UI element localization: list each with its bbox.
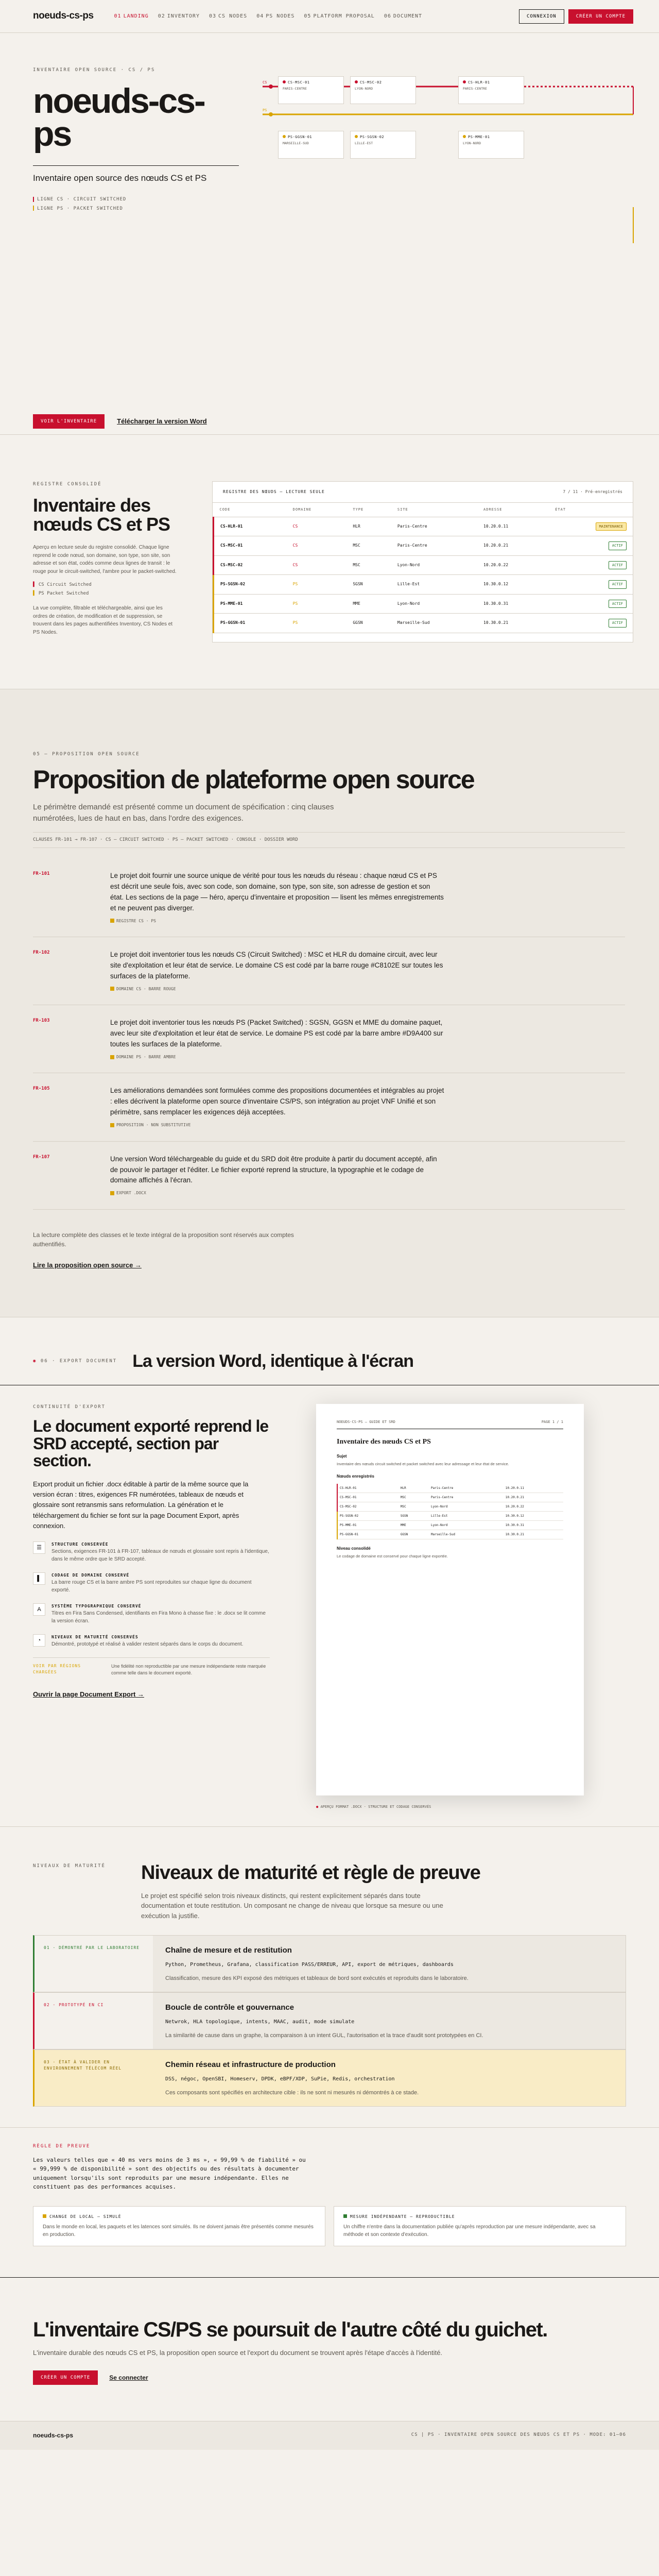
rule-eyebrow: RÈGLE DE PREUVE — [33, 2144, 91, 2149]
maturity-level — [33, 1935, 626, 1992]
status-badge: ACTIF — [609, 619, 627, 628]
map-node-code — [283, 134, 339, 140]
word-heading: Le document exporté reprend le SRD accepté, section par section. — [33, 1417, 269, 1470]
requirement-tag — [110, 1122, 445, 1128]
map-node-site: PARIS-CENTRE — [283, 86, 307, 91]
feature-title: SYSTÈME TYPOGRAPHIQUE CONSERVÉ — [51, 1603, 142, 1608]
cell-address: 10.20.0.22 — [477, 555, 549, 575]
cell-type: GGSN — [346, 614, 391, 633]
registry-desc: Aperçu en lecture seule du registre consolidé. Chaque ligne reprend le code nœud, son domaine, son type, son site, son adresse et son état, codés comme deux lignes de transit : le rouge pour le circuit-switched, l'ambre pour le packet-switched. — [33, 545, 177, 574]
map-node-code-text: CS-MSC-02 — [360, 80, 382, 84]
cell-domain: CS — [287, 517, 347, 536]
feature-desc: La barre rouge CS et la barre ambre PS sont reproduites sur chaque ligne du document exporté. — [51, 1579, 252, 1593]
status-badge: ACTIF — [609, 600, 627, 608]
doc-mini-table — [337, 1484, 563, 1539]
top-nav — [0, 0, 659, 33]
table-row[interactable] — [214, 536, 633, 556]
map-node-code-text: CS-HLR-01 — [468, 80, 490, 84]
requirement-clause — [33, 1073, 625, 1141]
map-node-site: LYON-NORD — [463, 141, 481, 145]
doc-cell-site: Paris-Centre — [429, 1484, 504, 1493]
doc-cell-type: HLR — [398, 1484, 429, 1493]
export-feature — [33, 1541, 270, 1563]
final-paragraph: L'inventaire durable des nœuds CS et PS, la proposition open source et l'export du document se trouvent après l'étape d'accès à l'identité. — [33, 2349, 443, 2357]
hero-eyebrow: INVENTAIRE OPEN SOURCE · CS / PS — [33, 67, 155, 73]
cell-state — [549, 594, 633, 614]
cell-site: Marseille-Sud — [391, 614, 477, 633]
proposition-section — [0, 689, 659, 1317]
requirement-tag — [110, 986, 445, 992]
maturity-level — [33, 2049, 626, 2107]
key-cs: ▌ CS Circuit Switched — [33, 582, 92, 588]
cell-type: MSC — [346, 536, 391, 556]
cell-state — [549, 575, 633, 595]
cell-type: MSC — [346, 555, 391, 575]
map-node-site: LYON-NORD — [355, 86, 373, 91]
requirement-tag-label: DOMAINE PS · BARRE AMBRE — [116, 1055, 176, 1060]
cell-code: PS-SGSN-02 — [214, 575, 287, 595]
doc-cell-site: Lyon-Nord — [429, 1502, 504, 1511]
doc-cell-site: Lille-Est — [429, 1511, 504, 1520]
mat-title: Niveaux de maturité et règle de preuve — [141, 1861, 480, 1884]
prop-ref: CLAUSES FR-101 → FR-107 · CS — CIRCUIT SWITCHED · PS — PACKET SWITCHED · CONSOLE · DOSSIER WORD — [33, 832, 625, 849]
requirement-id: FR-102 — [33, 950, 50, 956]
cell-site: Paris-Centre — [391, 536, 477, 556]
doc-sec-text: Inventaire des nœuds circuit switched et packet switched avec leur adressage et leur état de service. — [337, 1462, 509, 1467]
nav-link-label: INVENTORY — [167, 13, 200, 19]
cell-domain: CS — [287, 536, 347, 556]
feature-title: NIVEAUX DE MATURITÉ CONSERVÉS — [51, 1634, 138, 1639]
requirement-clause — [33, 937, 625, 1005]
doc-sec-nodes: Nœuds enregistrés — [337, 1473, 374, 1479]
export-feature — [33, 1572, 270, 1594]
cell-site: Lyon-Nord — [391, 555, 477, 575]
column-header: SITE — [391, 503, 477, 517]
doc-cell-type: MME — [398, 1520, 429, 1530]
cell-address: 10.30.0.12 — [477, 575, 549, 595]
cell-code: CS-MSC-01 — [214, 536, 287, 556]
footer-meta: CS | PS · INVENTAIRE OPEN SOURCE DES NŒUDS CS ET PS · MODE: 01–06 — [411, 2432, 626, 2438]
nav-link-label: DOCUMENT — [393, 13, 423, 19]
doc-cell-code: PS-SGSN-02 — [337, 1511, 398, 1520]
maturity-level — [33, 1992, 626, 2049]
prop-title: Proposition de plateforme open source — [33, 765, 474, 794]
cell-address: 10.30.0.31 — [477, 594, 549, 614]
registry-eyebrow: REGISTRE CONSOLIDÉ — [33, 482, 102, 487]
card-independent: MESURE INDÉPENDANTE — REPRODUCTIBLE Un chiffre n'entre dans la documentation publiée qu'après reproduction par une mesure indépendante, avec sa méthode et son contexte d'exécution. — [334, 2206, 626, 2246]
nav-link-label: LANDING — [123, 13, 149, 19]
export-feature — [33, 1634, 270, 1648]
requirement-tag — [110, 1054, 445, 1060]
map-node-site: MARSEILLE-SUD — [283, 141, 309, 145]
map-node-code — [355, 80, 411, 86]
map-node[interactable] — [278, 131, 344, 159]
map-node[interactable] — [350, 131, 416, 159]
final-title: L'inventaire CS/PS se poursuit de l'autre côté du guichet. — [33, 2318, 547, 2342]
nav-link-document[interactable] — [384, 12, 422, 20]
requirement-body — [110, 1154, 445, 1197]
requirement-clause — [33, 1142, 625, 1210]
level-desc: Ces composants sont spécifiés en architecture cible : ils ne sont ni mesurés ni démontrés à ce stade. — [165, 2089, 419, 2096]
word-eyebrow: ◉ 06 · EXPORT DOCUMENT — [33, 1358, 117, 1364]
table-row[interactable] — [214, 517, 633, 536]
typography-icon: A — [33, 1603, 45, 1616]
column-header: ADRESSE — [477, 503, 549, 517]
export-feature — [33, 1603, 270, 1625]
doc-table-row — [337, 1520, 563, 1530]
nav-link-label: CS NODES — [218, 13, 248, 19]
nav-link-label: PS NODES — [266, 13, 295, 19]
level-components: DSS, négoc, OpenSBI, Homeserv, DPDK, eBPF/XDP, SuPie, Redis, orchestration — [165, 2076, 395, 2082]
mat-eyebrow: NIVEAUX DE MATURITÉ — [33, 1863, 106, 1869]
feature-title: CODAGE DE DOMAINE CONSERVÉ — [51, 1572, 130, 1578]
map-node-code-text: PS-SGSN-02 — [360, 135, 385, 139]
nav-links — [114, 12, 519, 20]
feature-desc: Démontré, prototypé et réalisé à valider restent séparés dans le corps du document. — [51, 1641, 244, 1647]
hero-subtitle: Inventaire open source des nœuds CS et PS — [33, 165, 239, 184]
requirement-body — [110, 1018, 445, 1060]
cell-domain: PS — [287, 594, 347, 614]
doc-cell-code: CS-HLR-01 — [337, 1484, 398, 1493]
level-components: Netwrok, HLA topologique, intents, MAAC, audit, mode simulate — [165, 2019, 355, 2025]
line-legend — [33, 196, 239, 212]
table-count: 7 / 11 · Pré-enregistrés — [563, 489, 622, 494]
doc-title: Inventaire des nœuds CS et PS — [337, 1438, 431, 1446]
doc-cell-code: CS-MSC-01 — [337, 1493, 398, 1502]
doc-cell-type: SGSN — [398, 1511, 429, 1520]
doc-cell-site: Marseille-Sud — [429, 1530, 504, 1539]
requirement-tag — [110, 918, 445, 924]
requirement-clause — [33, 858, 625, 937]
cell-domain: PS — [287, 614, 347, 633]
maturity-section — [0, 1827, 659, 2128]
svg-text:PS: PS — [263, 108, 267, 112]
requirement-tag-label: EXPORT .DOCX — [116, 1191, 146, 1196]
level-components: Python, Prometheus, Grafana, classification PASS/ERREUR, API, export de métriques, dashboards — [165, 1961, 454, 1968]
doc-cell-address: 10.30.0.12 — [504, 1511, 563, 1520]
transit-lines — [263, 78, 644, 295]
prop-foot: La lecture complète des classes et le texte intégral de la proposition sont réservés aux comptes authentifiés. — [33, 1231, 294, 1248]
registry-table — [213, 503, 633, 633]
cell-state — [549, 614, 633, 633]
structure-icon: ☰ — [33, 1541, 45, 1554]
nav-link-number: 05 — [304, 13, 311, 19]
doc-cell-address: 10.20.0.21 — [504, 1493, 563, 1502]
requirement-text: Le projet doit inventorier tous les nœuds PS (Packet Switched) : SGSN, GGSN et MME du domaine paquet, avec leur site d'exploitation et leur état de service. Le domaine PS est codé par la barre ambre #D9A400 sur toutes les surfaces de la plateforme. — [110, 1019, 443, 1048]
level-label: 02 · PROTOTYPÉ EN CI — [44, 2003, 104, 2008]
download-word-link[interactable]: Télécharger la version Word — [117, 417, 207, 426]
doc-page: PAGE 1 / 1 — [541, 1419, 563, 1424]
table-row[interactable] — [214, 555, 633, 575]
cell-code: CS-HLR-01 — [214, 517, 287, 536]
requirement-body — [110, 871, 445, 924]
map-node[interactable] — [278, 76, 344, 104]
map-node-code — [463, 80, 519, 86]
doc-table-row — [337, 1511, 563, 1520]
svg-text:CS: CS — [263, 80, 267, 84]
hero-section — [0, 33, 659, 435]
proof-rule-section — [0, 2143, 659, 2277]
doc-sec-subject: Sujet — [337, 1454, 347, 1459]
map-node-code — [463, 134, 519, 140]
doc-sec-level-text: Le codage de domaine est conservé pour chaque ligne exportée. — [337, 1553, 448, 1558]
requirement-body — [110, 1086, 445, 1128]
cell-domain: PS — [287, 575, 347, 595]
map-node-code-text: CS-MSC-01 — [288, 80, 310, 84]
cell-state — [549, 517, 633, 536]
nav-link-label: PLATFORM PROPOSAL — [313, 13, 375, 19]
registry-section — [0, 435, 659, 689]
word-sub-eyebrow: CONTINUITÉ D'EXPORT — [33, 1404, 106, 1410]
legend-ps: LIGNE PS · PACKET SWITCHED — [33, 206, 239, 213]
map-node[interactable] — [458, 131, 524, 159]
map-node-code — [283, 80, 339, 86]
nav-link-cs-nodes[interactable] — [209, 12, 247, 20]
map-node-site: PARIS-CENTRE — [463, 86, 487, 91]
cell-address: 10.20.0.11 — [477, 517, 549, 536]
doc-sec-level: Niveau consolidé — [337, 1546, 371, 1551]
map-node-code-text: PS-MME-01 — [468, 135, 490, 139]
cell-type: MME — [346, 594, 391, 614]
feature-desc: Sections, exigences FR-101 à FR-107, tableaux de nœuds et glossaire sont repris à l'identique, dans le même ordre que le SRD accepté. — [51, 1548, 269, 1562]
doc-table-row — [337, 1502, 563, 1511]
level-desc: Classification, mesure des KPI exposé des métriques et tableaux de bord sont exécutés et reproduits dans le laboratoire. — [165, 1975, 469, 1981]
legend-cs: LIGNE CS · CIRCUIT SWITCHED — [33, 196, 239, 204]
doc-cell-address: 10.30.0.21 — [504, 1530, 563, 1539]
column-header: TYPE — [346, 503, 391, 517]
word-paragraph: Export produit un fichier .docx éditable à partir de la même source que la version écran : titres, exigences FR numérotées, tableaux de nœuds et glossaire sont retransmis sans reformulation. La génération et le téléchargement du fichier se font sur la page Document Export, après connexion. — [33, 1480, 249, 1530]
doc-cell-site: Paris-Centre — [429, 1493, 504, 1502]
column-header: DOMAINE — [287, 503, 347, 517]
cell-code: PS-GGSN-01 — [214, 614, 287, 633]
doc-table-row — [337, 1484, 563, 1493]
final-cta-section — [0, 2277, 659, 2421]
status-badge: ACTIF — [609, 580, 627, 589]
doc-cell-address: 10.30.0.31 — [504, 1520, 563, 1530]
level-label: 03 · ÉTAT À VALIDER EN ENVIRONNEMENT TÉLÉCOM RÉEL — [34, 2050, 153, 2106]
cell-site: Paris-Centre — [391, 517, 477, 536]
table-title: REGISTRE DES NŒUDS — LECTURE SEULE — [223, 489, 325, 494]
feature-desc: Titres en Fira Sans Condensed, identifiants en Fira Mono à chasse fixe : le .docx se lit comme la version écran. — [51, 1610, 266, 1624]
doc-cell-site: Lyon-Nord — [429, 1520, 504, 1530]
requirement-tag-label: REGISTRE CS · PS — [116, 918, 157, 923]
cell-address: 10.30.0.21 — [477, 614, 549, 633]
rule-paragraph: Les valeurs telles que « 40 ms vers moins de 3 ms », « 99,99 % de fiabilité » ou « 99,999 % de disponibilité » sont des objectifs ou des résultats à documenter uniquement lorsqu'ils sont reproduits par une mesure indépendante. Elles ne constituent pas des performances acquises. — [33, 2156, 306, 2191]
cell-site: Lyon-Nord — [391, 594, 477, 614]
doc-footnote: ● APERÇU FORMAT .DOCX · STRUCTURE ET CODAGE CONSERVÉS — [316, 1805, 431, 1809]
doc-cell-type: GGSN — [398, 1530, 429, 1539]
level-heading: Chaîne de mesure et de restitution — [165, 1946, 292, 1955]
level-heading: Boucle de contrôle et gouvernance — [165, 2003, 294, 2012]
status-badge: ACTIF — [609, 541, 627, 550]
word-note: VOIR PAR RÉGIONS CHARGÉES Une fidèlité non reproductible par une mesure indépendante reste marquée comme telle dans le document exporté. — [33, 1657, 270, 1677]
doc-table-row — [337, 1493, 563, 1502]
requirement-id: FR-107 — [33, 1154, 50, 1160]
doc-cell-code: PS-GGSN-01 — [337, 1530, 398, 1539]
doc-table-row — [337, 1530, 563, 1539]
nav-link-number: 03 — [209, 13, 217, 19]
requirement-id: FR-105 — [33, 1086, 50, 1092]
hero-title: noeuds-cs-ps — [33, 81, 204, 154]
nav-link-landing[interactable] — [114, 12, 149, 20]
registry-note: La vue complète, filtrable et téléchargeable, ainsi que les ordres de création, de modification et de suppression, se trouvent dans les pages authentifiées Inventory, CS Nodes et PS Nodes. — [33, 605, 173, 635]
cell-address: 10.20.0.21 — [477, 536, 549, 556]
map-node-code — [355, 134, 411, 140]
requirement-tag-label: PROPOSITION · NON SUBSTITUTIVE — [116, 1123, 191, 1128]
level-label: 01 · DÉMONTRÉ PAR LE LABORATOIRE — [44, 1945, 140, 1951]
requirement-text: Le projet doit fournir une source unique de vérité pour tous les nœuds du réseau : chaque nœud CS et PS est décrit une seule fois, avec son code, son domaine, son type, son site, son adresse de gestion et son état. Les sections de la page — héro, aperçu d'inventaire et proposition — lisent les mêmes enregistrements et ne peuvent pas diverger. — [110, 872, 444, 912]
nav-link-platform-proposal[interactable] — [304, 12, 374, 20]
cell-type: SGSN — [346, 575, 391, 595]
nav-link-inventory[interactable] — [158, 12, 200, 20]
prop-lead: Le périmètre demandé est présenté comme un document de spécification : cinq clauses numérotées, lues de haut en bas, dans l'ordre des exigences. — [33, 802, 334, 823]
transit-map — [263, 78, 644, 295]
column-header: CODE — [214, 503, 287, 517]
nav-link-number: 01 — [114, 13, 122, 19]
requirement-text: Une version Word téléchargeable du guide et du SRD doit être produite à partir du document accepté, afin de pouvoir le partager et l'éditer. Le fichier exporté reprend la structure, la typographie et le codage de domaine affichés à l'écran. — [110, 1155, 437, 1184]
status-badge: ACTIF — [609, 561, 627, 570]
doc-cell-code: CS-MSC-02 — [337, 1502, 398, 1511]
read-proposition-link[interactable]: Lire la proposition open source → — [33, 1261, 142, 1269]
cell-state — [549, 536, 633, 556]
registry-table-card — [212, 481, 633, 642]
footer-logo[interactable]: noeuds-cs-ps — [33, 2432, 74, 2439]
doc-cell-address: 10.20.0.22 — [504, 1502, 563, 1511]
cell-code: PS-MME-01 — [214, 594, 287, 614]
map-node-code-text: PS-GGSN-01 — [288, 135, 313, 139]
level-body — [153, 1993, 626, 2049]
login-button[interactable]: CONNEXION — [519, 9, 564, 24]
maturity-icon: ◔ — [33, 1634, 45, 1647]
prop-eyebrow: 05 — PROPOSITION OPEN SOURCE — [33, 752, 140, 757]
map-node-site: LILLE-EST — [355, 141, 373, 145]
nav-link-number: 06 — [384, 13, 391, 19]
table-row[interactable] — [214, 575, 633, 595]
final-login-link[interactable]: Se connecter — [109, 2374, 148, 2381]
nav-link-ps-nodes[interactable] — [256, 12, 294, 20]
requirement-text: Les améliorations demandées sont formulées comme des propositions documentées et intégrables au projet : elles décrivent la plateforme open source d'inventaire CS/PS, son intégration au projet VNF Unifié et son périmètre, sans remplacer les exigences déjà acceptées. — [110, 1087, 444, 1116]
level-desc: La similarité de cause dans un graphe, la comparaison à un intent GUL, l'autorisation et la trace d'audit sont prototypées en CI. — [165, 2032, 483, 2039]
table-row[interactable] — [214, 594, 633, 614]
requirement-tag-label: DOMAINE CS · BARRE ROUGE — [116, 986, 176, 991]
card-simulated: CHANGE DE LOCAL — SIMULÉ Dans le monde en local, les paquets et les latences sont simulés. Ils ne doivent jamais être présentés comme mesurés en production. — [33, 2206, 325, 2246]
level-body — [153, 2050, 626, 2106]
requirement-tag — [110, 1190, 445, 1196]
level-body — [153, 1936, 626, 1992]
feature-title: STRUCTURE CONSERVÉE — [51, 1541, 109, 1547]
requirement-text: Le projet doit inventorier tous les nœuds CS (Circuit Switched) : MSC et HLR du domaine circuit, avec leur site d'exploitation et leur état de service. Le domaine CS est codé par la barre rouge #C8102E sur toutes les surfaces de la plateforme. — [110, 951, 443, 980]
map-node[interactable] — [458, 76, 524, 104]
key-ps: ▌ PS Packet Switched — [33, 590, 89, 596]
map-node[interactable] — [350, 76, 416, 104]
doc-cell-code: PS-MME-01 — [337, 1520, 398, 1530]
column-header: ÉTAT — [549, 503, 633, 517]
requirement-clause — [33, 1005, 625, 1073]
level-heading: Chemin réseau et infrastructure de production — [165, 2060, 336, 2070]
registry-title: Inventaire des nœuds CS et PS — [33, 494, 170, 535]
requirement-body — [110, 950, 445, 992]
cell-type: HLR — [346, 517, 391, 536]
logo[interactable]: noeuds-cs-ps — [33, 10, 94, 22]
docx-preview — [316, 1404, 584, 1809]
word-band — [0, 1317, 659, 1385]
final-create-account-button[interactable]: CRÉER UN COMPTE — [33, 2370, 98, 2385]
document-export-link[interactable]: Ouvrir la page Document Export → — [33, 1690, 144, 1698]
status-badge: MAINTENANCE — [596, 522, 627, 531]
doc-cell-type: MSC — [398, 1493, 429, 1502]
cell-state — [549, 555, 633, 575]
word-title: La version Word, identique à l'écran — [132, 1351, 414, 1371]
cell-site: Lille-Est — [391, 575, 477, 595]
doc-cell-type: MSC — [398, 1502, 429, 1511]
doc-head-left: NOEUDS-CS-PS — GUIDE ET SRD — [337, 1419, 395, 1424]
requirement-id: FR-101 — [33, 871, 50, 877]
doc-cell-address: 10.20.0.11 — [504, 1484, 563, 1493]
nav-link-number: 04 — [256, 13, 264, 19]
nav-link-number: 02 — [158, 13, 165, 19]
domain-code-icon: ▌ — [33, 1572, 45, 1585]
cell-code: CS-MSC-02 — [214, 555, 287, 575]
word-section — [0, 1385, 659, 1827]
table-row[interactable] — [214, 614, 633, 633]
mat-paragraph: Le projet est spécifié selon trois niveaux distincts, qui restent explicitement séparés dans toute documentation et toute restitution. Un composant ne change de niveau que lorsque sa mesure ou une exécution la justifie. — [141, 1891, 443, 1920]
create-account-button[interactable]: CRÉER UN COMPTE — [568, 9, 633, 24]
footer — [0, 2421, 659, 2450]
cell-domain: CS — [287, 555, 347, 575]
view-inventory-button[interactable]: VOIR L'INVENTAIRE — [33, 414, 105, 429]
requirement-id: FR-103 — [33, 1018, 50, 1024]
